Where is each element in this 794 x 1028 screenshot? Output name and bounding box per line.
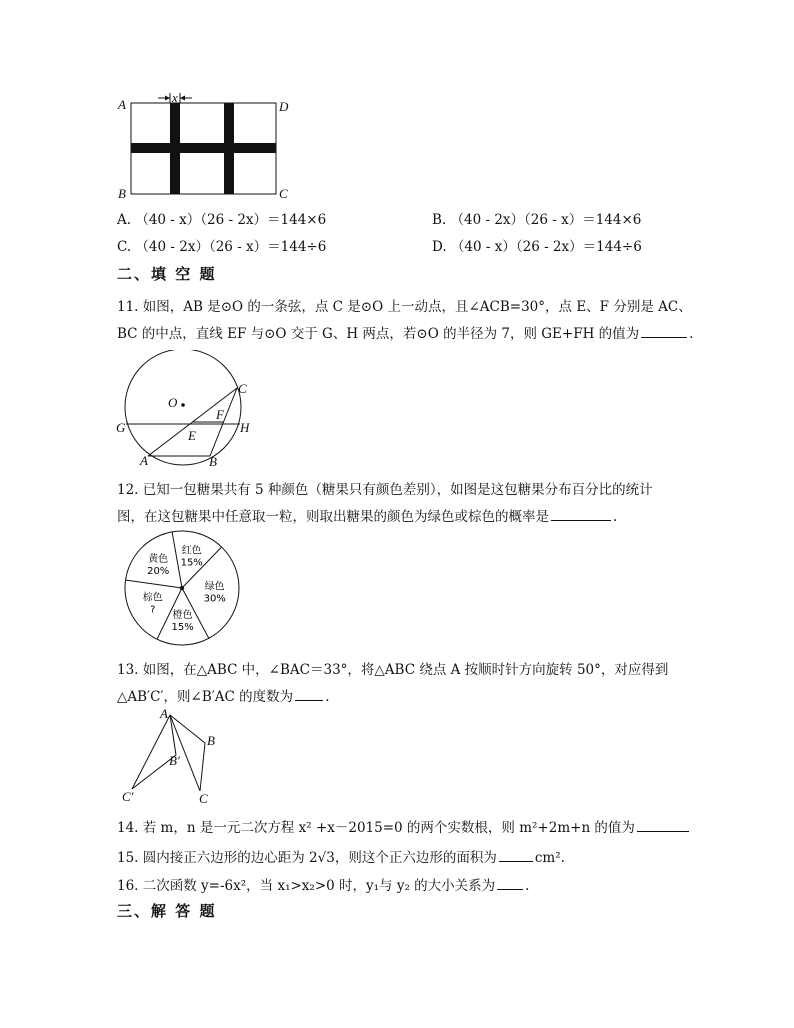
pie-center — [180, 586, 184, 590]
segment-bc13 — [200, 743, 205, 791]
q12-answer-blank[interactable] — [551, 519, 611, 521]
pie-chart-q12 — [118, 530, 248, 650]
section-title-solve: 三、解 答 题 — [117, 902, 217, 920]
label-f: F — [216, 407, 224, 422]
label-o: O — [168, 395, 178, 410]
label-h: H — [240, 420, 250, 435]
label-a11: A — [140, 453, 148, 468]
q13-line1: 13. 如图，在△ABC 中，∠BAC＝33°，将△ABC 绕点 A 按顺时针方向旋转 50°，对应得到 — [117, 662, 669, 678]
label-g: G — [116, 420, 126, 435]
q16-line: 16. 二次函数 y=-6x²，当 x₁>x₂>0 时，y₁与 y₂ 的大小关系为 . — [117, 878, 530, 894]
pie-category-label: 棕色 — [142, 592, 163, 604]
pie-value-label: 15% — [171, 622, 194, 634]
option-b[interactable]: B. （40 - 2x）（26 - x）＝144×6 — [432, 212, 642, 228]
q13-line2: △AB′C′，则∠B′AC 的度数为 . — [117, 689, 330, 705]
option-d[interactable]: D. （40 - x）（26 - 2x）＝144÷6 — [432, 239, 642, 255]
q14-answer-blank[interactable] — [637, 830, 689, 832]
label-cp13: C′ — [122, 789, 134, 804]
label-bp13: B′ — [169, 753, 180, 768]
label-a13: A — [160, 706, 168, 721]
q11-line2: BC 的中点，直线 EF 与⊙O 交于 G、H 两点，若⊙O 的半径为 7，则 GE+FH 的值为 . — [117, 326, 694, 342]
pie-category-label: 绿色 — [204, 581, 225, 593]
pie-divider-4 — [126, 580, 182, 588]
label-a: A — [118, 97, 126, 112]
section-title-fill-blank: 二、填 空 题 — [117, 265, 217, 283]
pie-category-label: 红色 — [181, 545, 202, 557]
label-c11: C — [238, 381, 247, 396]
q14-line: 14. 若 m，n 是一元二次方程 x² +x－2015=0 的两个实数根，则 m²+2m+n 的值为 — [117, 816, 691, 836]
segment-abp — [170, 715, 176, 755]
q15-line: 15. 圆内接正六边形的边心距为 2√3，则这个正六边形的面积为 cm². — [117, 850, 565, 866]
figure-q11 — [110, 350, 270, 475]
q12-line2: 图，在这包糖果中任意取一粒，则取出糖果的颜色为绿色或棕色的概率是 . — [117, 509, 618, 525]
label-c: C — [279, 186, 288, 201]
label-c13: C — [199, 791, 208, 806]
option-a[interactable]: A. （40 - x）（26 - 2x）＝144×6 — [117, 212, 327, 228]
label-d: D — [279, 99, 289, 114]
pie-value-label: 15% — [180, 557, 203, 569]
center-o — [181, 403, 185, 407]
label-x: x — [172, 90, 178, 105]
q12-line1: 12. 已知一包糖果共有 5 种颜色（糖果只有颜色差别），如图是这包糖果分布百分比的统计 — [117, 482, 653, 498]
pie-value-label: ? — [150, 604, 156, 616]
figure-q10 — [110, 88, 300, 203]
q15-answer-blank[interactable] — [499, 860, 533, 862]
q16-answer-blank[interactable] — [497, 888, 523, 890]
label-b: B — [118, 186, 126, 201]
label-e: E — [188, 428, 196, 443]
label-b11: B — [209, 454, 217, 469]
option-c[interactable]: C. （40 - 2x）（26 - x）＝144÷6 — [117, 239, 327, 255]
q11-line1: 11. 如图，AB 是⊙O 的一条弦，点 C 是⊙O 上一动点，且∠ACB=30°，点 E、F 分别是 AC、 — [117, 299, 692, 315]
segment-acp — [132, 715, 170, 789]
pie-value-label: 20% — [147, 566, 170, 577]
pie-category-label: 橙色 — [172, 610, 193, 622]
road-horizontal — [131, 143, 276, 153]
pie-value-label: 30% — [203, 593, 226, 605]
label-b13: B — [207, 733, 215, 748]
pie-category-label: 黄色 — [148, 554, 169, 565]
q13-answer-blank[interactable] — [295, 699, 323, 701]
q11-answer-blank[interactable] — [641, 336, 687, 338]
